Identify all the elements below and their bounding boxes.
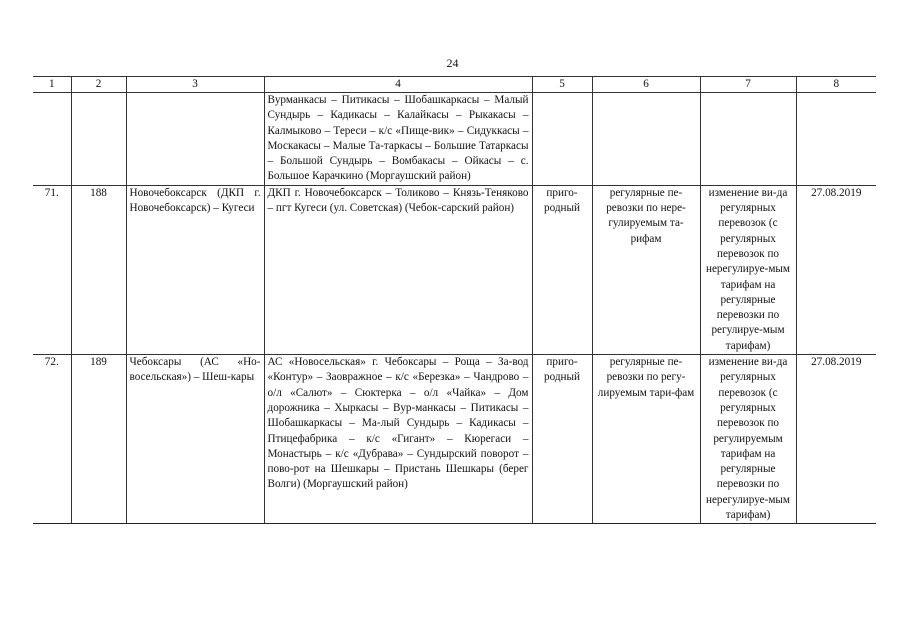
change-date: 27.08.2019 (796, 355, 876, 524)
column-number: 4 (264, 77, 532, 93)
column-number: 7 (700, 77, 796, 93)
table-row (33, 355, 876, 524)
row-number (33, 93, 71, 186)
table-row (33, 93, 876, 186)
route-type: приго-родный (532, 185, 592, 354)
row-number: 71. (33, 185, 71, 354)
page-number: 24 (446, 56, 459, 70)
column-number: 8 (796, 77, 876, 93)
route-number: 189 (71, 355, 126, 524)
route-path: Вурманкасы – Питикасы – Шобашкаркасы – Малый Сундырь – Кадикасы – Калайкасы – Рыкакасы – Калмыково – Тереси – к/с «Пище-вик» – Сидуккасы – Москакасы – Малые Та-таркасы – Большие Татаркасы – Большой Сундырь – Вомбакасы – Ойкасы – с. Большое Карачкино (Моргаушский район) (264, 93, 532, 186)
route-path: АС «Новосельская» г. Чебоксары – Роща – За-вод «Контур» – Заовражное – к/с «Березка» – Чандрово – о/л «Салют» – Сюктерка – о/л «Чайка» – Дом дорожника – Хыркасы – Вур-манкасы – Питикасы – Шобашкаркасы – Ма-лый Сундырь – Кадикасы – Птицефабрика – к/с «Гигант» – Кюрегаси – Монастырь – к/с «Дубрава» – Сундырский поворот – пово-рот на Шешкары – Пристань Шешкары (берег Волги) (Моргаушский район) (264, 355, 532, 524)
table-row (33, 185, 876, 354)
transport-kind: регулярные пе-ревозки по нере-гулируемым та-рифам (592, 185, 700, 354)
row-number: 72. (33, 355, 71, 524)
route-type: приго-родный (532, 355, 592, 524)
route-name (126, 93, 264, 186)
route-type (532, 93, 592, 186)
change-date: 27.08.2019 (796, 185, 876, 354)
route-name: Новочебоксарск (ДКП г. Новочебоксарск) – Кугеси (126, 185, 264, 354)
column-number: 6 (592, 77, 700, 93)
change-description (700, 93, 796, 186)
route-name: Чебоксары (АС «Но-восельская») – Шеш-кары (126, 355, 264, 524)
transport-kind: регулярные пе-ревозки по регу-лируемым тари-фам (592, 355, 700, 524)
route-number (71, 93, 126, 186)
column-number: 3 (126, 77, 264, 93)
change-description: изменение ви-да регулярных перевозок (с регулярных перевозок по нерегулируе-мым тарифам на регулярные перевозки по регулируе-мым тарифам) (700, 185, 796, 354)
route-number: 188 (71, 185, 126, 354)
column-number-row (33, 77, 876, 93)
routes-table (33, 76, 876, 524)
change-description: изменение ви-да регулярных перевозок (с регулярных перевозок по регулируемым тарифам на регулярные перевозки по нерегулируе-мым тарифам) (700, 355, 796, 524)
column-number: 1 (33, 77, 71, 93)
route-path: ДКП г. Новочебоксарск – Толиково – Князь-Теняково – пгт Кугеси (ул. Советская) (Чебок-сарский район) (264, 185, 532, 354)
column-number: 5 (532, 77, 592, 93)
transport-kind (592, 93, 700, 186)
column-number: 2 (71, 77, 126, 93)
change-date (796, 93, 876, 186)
